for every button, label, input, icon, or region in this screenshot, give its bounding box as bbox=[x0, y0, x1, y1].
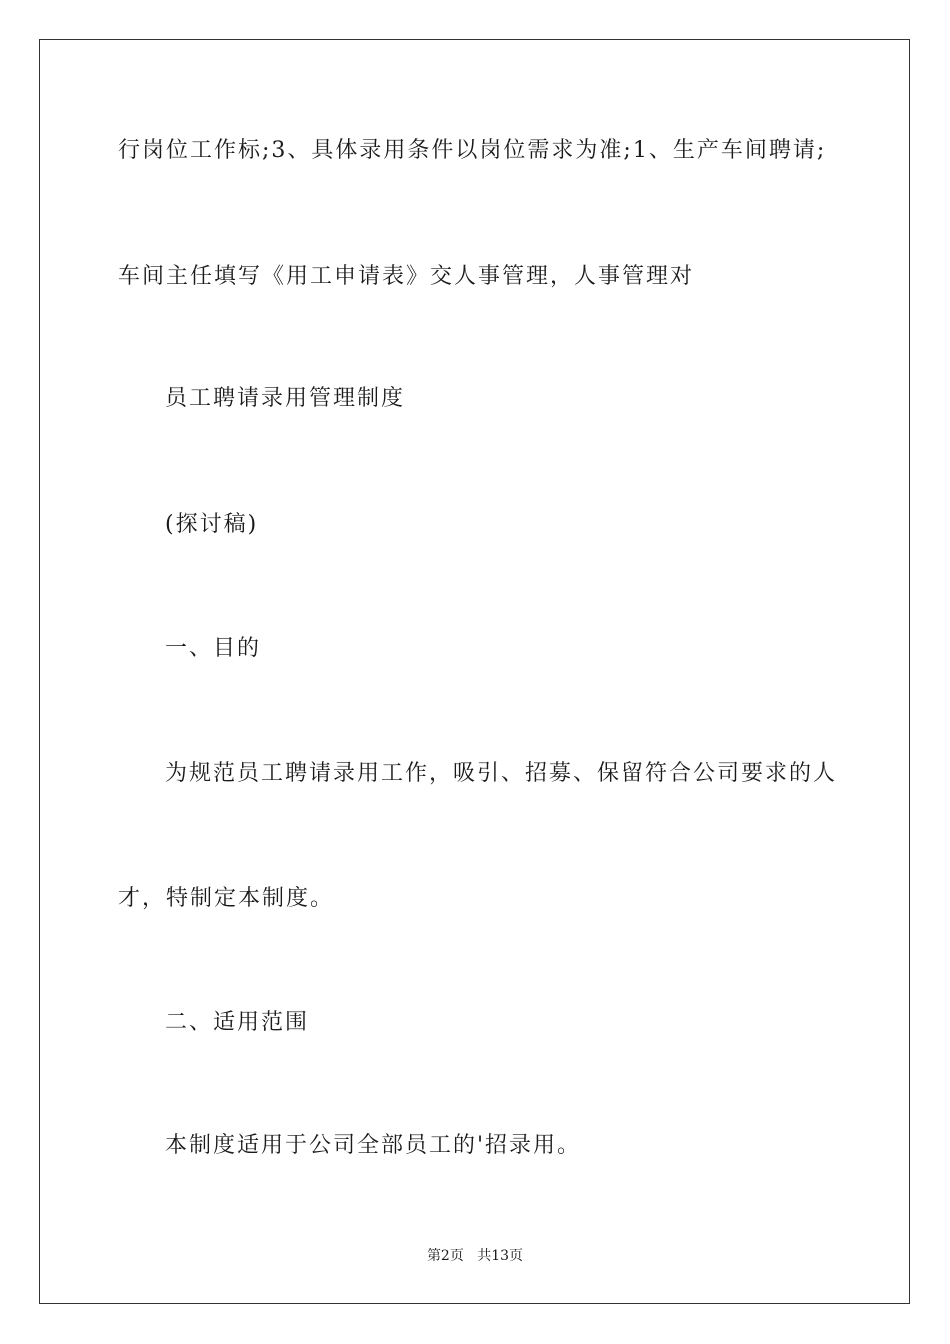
section-heading-purpose: 一、目的 bbox=[165, 636, 262, 661]
page-number: 第2页 bbox=[426, 1248, 464, 1264]
document-subtitle: (探讨稿) bbox=[165, 512, 259, 537]
document-title: 员工聘请录用管理制度 bbox=[165, 386, 406, 411]
body-text-line: 为规范员工聘请录用工作，吸引、招募、保留符合公司要求的人 bbox=[165, 761, 838, 786]
body-text-line: 行岗位工作标;3、具体录用条件以岗位需求为准;1、生产车间聘请; bbox=[118, 138, 827, 163]
body-text-line: 本制度适用于公司全部员工的'招录用。 bbox=[165, 1133, 582, 1158]
section-heading-scope: 二、适用范围 bbox=[165, 1010, 310, 1035]
page-border bbox=[39, 39, 910, 1304]
body-text-line: 才，特制定本制度。 bbox=[118, 886, 335, 911]
page-footer bbox=[0, 1246, 950, 1266]
page-total: 共13页 bbox=[477, 1248, 524, 1264]
body-text-line: 车间主任填写《用工申请表》交人事管理，人事管理对 bbox=[118, 264, 695, 289]
